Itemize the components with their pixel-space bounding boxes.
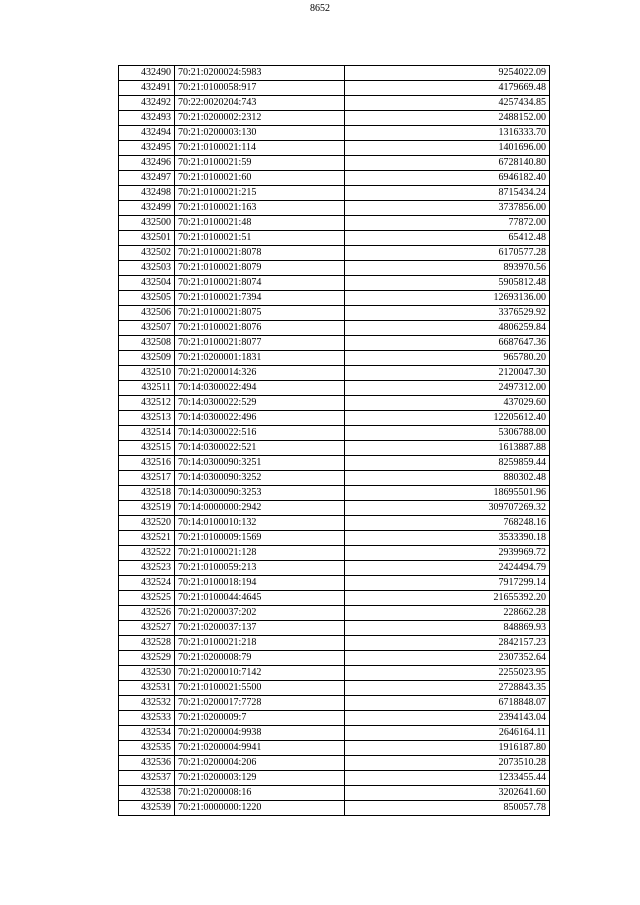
row-id-cell: 432519 <box>119 501 175 516</box>
cadastral-number-cell: 70:21:0200037:202 <box>175 606 345 621</box>
table-row <box>119 126 550 141</box>
table-row <box>119 636 550 651</box>
cadastral-number-cell: 70:21:0100021:128 <box>175 546 345 561</box>
table-row <box>119 501 550 516</box>
cadastral-number-cell: 70:21:0200003:130 <box>175 126 345 141</box>
cadastral-value-cell: 3737856.00 <box>345 201 550 216</box>
row-id-cell: 432502 <box>119 246 175 261</box>
row-id-cell: 432494 <box>119 126 175 141</box>
row-id-cell: 432536 <box>119 756 175 771</box>
table-row <box>119 651 550 666</box>
row-id-cell: 432538 <box>119 786 175 801</box>
row-id-cell: 432509 <box>119 351 175 366</box>
cadastral-value-cell: 2073510.28 <box>345 756 550 771</box>
cadastral-number-cell: 70:21:0200017:7728 <box>175 696 345 711</box>
row-id-cell: 432529 <box>119 651 175 666</box>
cadastral-number-cell: 70:21:0200004:206 <box>175 756 345 771</box>
cadastral-number-cell: 70:21:0200024:5983 <box>175 66 345 81</box>
table-row <box>119 201 550 216</box>
cadastral-number-cell: 70:21:0200009:7 <box>175 711 345 726</box>
table-row <box>119 801 550 816</box>
row-id-cell: 432501 <box>119 231 175 246</box>
row-id-cell: 432503 <box>119 261 175 276</box>
table-row <box>119 351 550 366</box>
cadastral-value-cell: 2728843.35 <box>345 681 550 696</box>
cadastral-number-cell: 70:21:0000000:1220 <box>175 801 345 816</box>
row-id-cell: 432497 <box>119 171 175 186</box>
table-row <box>119 291 550 306</box>
table-row <box>119 666 550 681</box>
cadastral-number-cell: 70:21:0200014:326 <box>175 366 345 381</box>
table-row <box>119 156 550 171</box>
table-row <box>119 141 550 156</box>
cadastral-number-cell: 70:14:0300022:516 <box>175 426 345 441</box>
cadastral-value-cell: 1613887.88 <box>345 441 550 456</box>
table-row <box>119 576 550 591</box>
cadastral-number-cell: 70:21:0100021:8074 <box>175 276 345 291</box>
cadastral-value-table <box>118 65 550 816</box>
table-row <box>119 711 550 726</box>
row-id-cell: 432530 <box>119 666 175 681</box>
row-id-cell: 432539 <box>119 801 175 816</box>
cadastral-value-cell: 1916187.80 <box>345 741 550 756</box>
cadastral-value-cell: 228662.28 <box>345 606 550 621</box>
cadastral-value-cell: 1401696.00 <box>345 141 550 156</box>
row-id-cell: 432512 <box>119 396 175 411</box>
row-id-cell: 432491 <box>119 81 175 96</box>
table-row <box>119 771 550 786</box>
cadastral-value-cell: 9254022.09 <box>345 66 550 81</box>
table-row <box>119 696 550 711</box>
table-row <box>119 111 550 126</box>
table-row <box>119 741 550 756</box>
table-row <box>119 456 550 471</box>
cadastral-number-cell: 70:21:0100021:48 <box>175 216 345 231</box>
cadastral-number-cell: 70:21:0100021:8075 <box>175 306 345 321</box>
table-row <box>119 396 550 411</box>
cadastral-value-cell: 6728140.80 <box>345 156 550 171</box>
cadastral-number-cell: 70:14:0300090:3252 <box>175 471 345 486</box>
cadastral-number-cell: 70:14:0300022:496 <box>175 411 345 426</box>
cadastral-value-cell: 21655392.20 <box>345 591 550 606</box>
cadastral-number-cell: 70:21:0100059:213 <box>175 561 345 576</box>
cadastral-number-cell: 70:21:0100058:917 <box>175 81 345 96</box>
row-id-cell: 432533 <box>119 711 175 726</box>
row-id-cell: 432522 <box>119 546 175 561</box>
cadastral-number-cell: 70:14:0300022:494 <box>175 381 345 396</box>
cadastral-number-cell: 70:21:0100018:194 <box>175 576 345 591</box>
table-row <box>119 426 550 441</box>
table-row <box>119 366 550 381</box>
table-row <box>119 246 550 261</box>
row-id-cell: 432537 <box>119 771 175 786</box>
row-id-cell: 432504 <box>119 276 175 291</box>
cadastral-value-cell: 2939969.72 <box>345 546 550 561</box>
cadastral-value-cell: 2120047.30 <box>345 366 550 381</box>
table-row <box>119 441 550 456</box>
row-id-cell: 432524 <box>119 576 175 591</box>
table-body <box>119 66 550 816</box>
cadastral-value-cell: 6170577.28 <box>345 246 550 261</box>
row-id-cell: 432513 <box>119 411 175 426</box>
row-id-cell: 432493 <box>119 111 175 126</box>
cadastral-number-cell: 70:21:0100021:7394 <box>175 291 345 306</box>
row-id-cell: 432520 <box>119 516 175 531</box>
table-row <box>119 531 550 546</box>
cadastral-value-cell: 2424494.79 <box>345 561 550 576</box>
cadastral-number-cell: 70:21:0200008:79 <box>175 651 345 666</box>
row-id-cell: 432506 <box>119 306 175 321</box>
cadastral-value-cell: 7917299.14 <box>345 576 550 591</box>
row-id-cell: 432496 <box>119 156 175 171</box>
cadastral-value-cell: 18695501.96 <box>345 486 550 501</box>
row-id-cell: 432526 <box>119 606 175 621</box>
table-row <box>119 231 550 246</box>
cadastral-value-cell: 3533390.18 <box>345 531 550 546</box>
table-row <box>119 486 550 501</box>
table-row <box>119 261 550 276</box>
table-row <box>119 171 550 186</box>
table-row <box>119 471 550 486</box>
cadastral-number-cell: 70:21:0200002:2312 <box>175 111 345 126</box>
table-row <box>119 186 550 201</box>
table-row <box>119 66 550 81</box>
cadastral-number-cell: 70:21:0200004:9938 <box>175 726 345 741</box>
row-id-cell: 432499 <box>119 201 175 216</box>
row-id-cell: 432517 <box>119 471 175 486</box>
cadastral-value-cell: 965780.20 <box>345 351 550 366</box>
cadastral-value-cell: 6687647.36 <box>345 336 550 351</box>
cadastral-number-cell: 70:21:0200008:16 <box>175 786 345 801</box>
cadastral-value-cell: 6946182.40 <box>345 171 550 186</box>
cadastral-value-cell: 2255023.95 <box>345 666 550 681</box>
table-row <box>119 216 550 231</box>
cadastral-value-cell: 893970.56 <box>345 261 550 276</box>
row-id-cell: 432521 <box>119 531 175 546</box>
cadastral-number-cell: 70:14:0300022:521 <box>175 441 345 456</box>
cadastral-number-cell: 70:21:0100021:51 <box>175 231 345 246</box>
row-id-cell: 432507 <box>119 321 175 336</box>
table-row <box>119 726 550 741</box>
table-row <box>119 81 550 96</box>
row-id-cell: 432532 <box>119 696 175 711</box>
cadastral-number-cell: 70:21:0100021:215 <box>175 186 345 201</box>
table-row <box>119 321 550 336</box>
row-id-cell: 432505 <box>119 291 175 306</box>
cadastral-number-cell: 70:21:0100044:4645 <box>175 591 345 606</box>
cadastral-number-cell: 70:21:0200003:129 <box>175 771 345 786</box>
cadastral-number-cell: 70:21:0100021:114 <box>175 141 345 156</box>
row-id-cell: 432515 <box>119 441 175 456</box>
cadastral-value-cell: 850057.78 <box>345 801 550 816</box>
cadastral-value-cell: 65412.48 <box>345 231 550 246</box>
cadastral-number-cell: 70:21:0200004:9941 <box>175 741 345 756</box>
cadastral-value-cell: 8715434.24 <box>345 186 550 201</box>
cadastral-number-cell: 70:21:0100021:8078 <box>175 246 345 261</box>
row-id-cell: 432508 <box>119 336 175 351</box>
cadastral-number-cell: 70:21:0100021:59 <box>175 156 345 171</box>
cadastral-value-cell: 437029.60 <box>345 396 550 411</box>
cadastral-number-cell: 70:21:0200037:137 <box>175 621 345 636</box>
row-id-cell: 432527 <box>119 621 175 636</box>
table-row <box>119 336 550 351</box>
cadastral-value-cell: 880302.48 <box>345 471 550 486</box>
cadastral-value-cell: 4179669.48 <box>345 81 550 96</box>
cadastral-value-cell: 2646164.11 <box>345 726 550 741</box>
row-id-cell: 432498 <box>119 186 175 201</box>
cadastral-number-cell: 70:14:0300090:3253 <box>175 486 345 501</box>
cadastral-value-cell: 12205612.40 <box>345 411 550 426</box>
table-row <box>119 411 550 426</box>
cadastral-number-cell: 70:14:0300022:529 <box>175 396 345 411</box>
cadastral-value-cell: 12693136.00 <box>345 291 550 306</box>
cadastral-number-cell: 70:21:0100021:163 <box>175 201 345 216</box>
cadastral-value-cell: 848869.93 <box>345 621 550 636</box>
table-row <box>119 306 550 321</box>
cadastral-value-cell: 5905812.48 <box>345 276 550 291</box>
cadastral-value-cell: 3376529.92 <box>345 306 550 321</box>
cadastral-value-cell: 2497312.00 <box>345 381 550 396</box>
row-id-cell: 432518 <box>119 486 175 501</box>
cadastral-value-cell: 1233455.44 <box>345 771 550 786</box>
cadastral-number-cell: 70:14:0100010:132 <box>175 516 345 531</box>
row-id-cell: 432523 <box>119 561 175 576</box>
table-row <box>119 516 550 531</box>
cadastral-number-cell: 70:21:0200001:1831 <box>175 351 345 366</box>
cadastral-number-cell: 70:21:0100021:5500 <box>175 681 345 696</box>
row-id-cell: 432500 <box>119 216 175 231</box>
row-id-cell: 432534 <box>119 726 175 741</box>
cadastral-value-cell: 2842157.23 <box>345 636 550 651</box>
cadastral-number-cell: 70:21:0100021:8077 <box>175 336 345 351</box>
cadastral-number-cell: 70:21:0100021:8079 <box>175 261 345 276</box>
cadastral-number-cell: 70:14:0300090:3251 <box>175 456 345 471</box>
cadastral-value-cell: 1316333.70 <box>345 126 550 141</box>
row-id-cell: 432516 <box>119 456 175 471</box>
cadastral-value-cell: 8259859.44 <box>345 456 550 471</box>
row-id-cell: 432510 <box>119 366 175 381</box>
cadastral-value-cell: 2488152.00 <box>345 111 550 126</box>
row-id-cell: 432528 <box>119 636 175 651</box>
cadastral-number-cell: 70:21:0100021:8076 <box>175 321 345 336</box>
row-id-cell: 432511 <box>119 381 175 396</box>
cadastral-value-cell: 4257434.85 <box>345 96 550 111</box>
cadastral-value-cell: 5306788.00 <box>345 426 550 441</box>
cadastral-number-cell: 70:14:0000000:2942 <box>175 501 345 516</box>
table-row <box>119 96 550 111</box>
cadastral-number-cell: 70:22:0020204:743 <box>175 96 345 111</box>
table-row <box>119 591 550 606</box>
row-id-cell: 432490 <box>119 66 175 81</box>
cadastral-value-cell: 77872.00 <box>345 216 550 231</box>
cadastral-number-cell: 70:21:0100009:1569 <box>175 531 345 546</box>
table-row <box>119 546 550 561</box>
table-row <box>119 606 550 621</box>
cadastral-number-cell: 70:21:0100021:218 <box>175 636 345 651</box>
row-id-cell: 432495 <box>119 141 175 156</box>
cadastral-value-cell: 2307352.64 <box>345 651 550 666</box>
row-id-cell: 432492 <box>119 96 175 111</box>
row-id-cell: 432514 <box>119 426 175 441</box>
cadastral-value-cell: 3202641.60 <box>345 786 550 801</box>
cadastral-value-cell: 768248.16 <box>345 516 550 531</box>
table-row <box>119 681 550 696</box>
page-number: 8652 <box>310 3 330 14</box>
table-row <box>119 786 550 801</box>
row-id-cell: 432525 <box>119 591 175 606</box>
cadastral-number-cell: 70:21:0200010:7142 <box>175 666 345 681</box>
cadastral-value-cell: 4806259.84 <box>345 321 550 336</box>
table-row <box>119 756 550 771</box>
cadastral-value-cell: 2394143.04 <box>345 711 550 726</box>
cadastral-value-cell: 309707269.32 <box>345 501 550 516</box>
row-id-cell: 432531 <box>119 681 175 696</box>
table-row <box>119 561 550 576</box>
table-row <box>119 276 550 291</box>
row-id-cell: 432535 <box>119 741 175 756</box>
cadastral-value-cell: 6718848.07 <box>345 696 550 711</box>
table-row <box>119 381 550 396</box>
cadastral-number-cell: 70:21:0100021:60 <box>175 171 345 186</box>
table-row <box>119 621 550 636</box>
